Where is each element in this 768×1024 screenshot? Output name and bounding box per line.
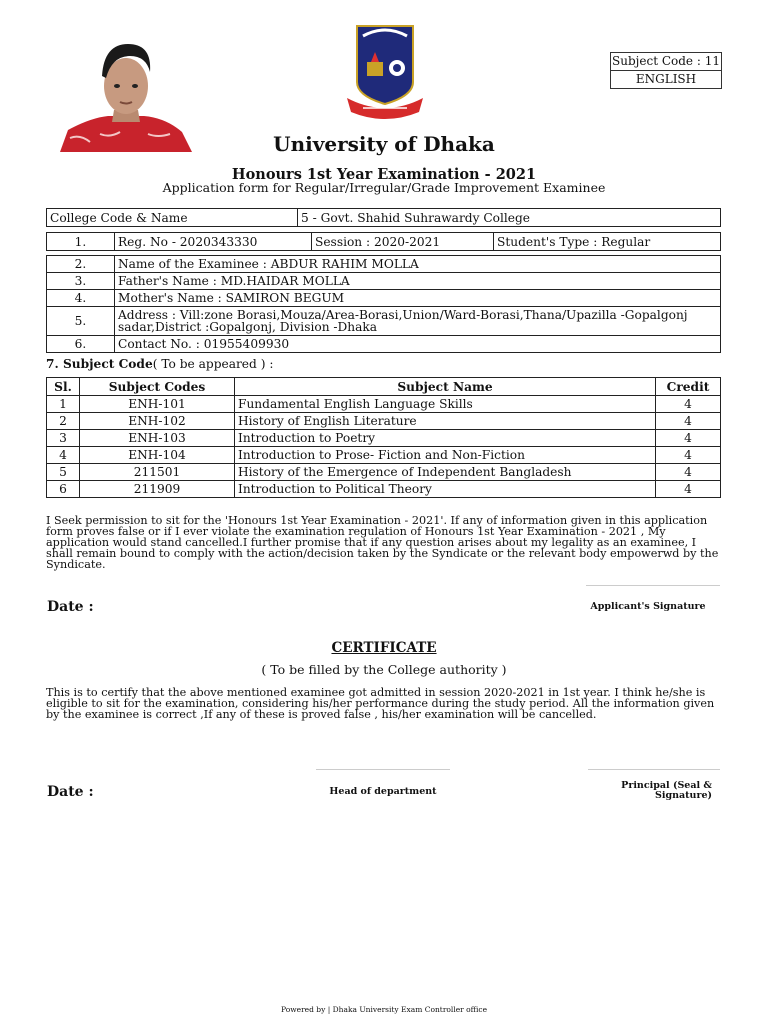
applicant-signature-label: Applicant's Signature xyxy=(590,601,706,612)
subject-code-cell: ENH-103 xyxy=(80,430,235,447)
mother-name: Mother's Name : SAMIRON BEGUM xyxy=(115,290,721,307)
info-row xyxy=(47,256,721,273)
subject-name: ENGLISH xyxy=(635,72,697,86)
table-row xyxy=(47,481,721,498)
info-row xyxy=(47,336,721,353)
table-row xyxy=(47,464,721,481)
subject-code-cell: ENH-104 xyxy=(80,447,235,464)
row-number: 4. xyxy=(47,290,115,307)
info-row xyxy=(47,290,721,307)
declaration-text: I Seek permission to sit for the 'Honours 1st Year Examination - 2021'. If any of information given in this application form proves false or if I ever violate the examination regulation of Honours 1st Year Examination - 2021 , My application would stand cancelled.I further promise that if any question arises about my legality as an examinee, I shall remain bound to comply with the action/decision taken by the Syndicate or the relevant body empowerwd by the Syndicate. xyxy=(46,514,719,571)
university-title: University of Dhaka xyxy=(273,132,495,156)
session: Session : 2020-2021 xyxy=(312,233,494,251)
subject-credit: 4 xyxy=(656,481,721,498)
subject-credit: 4 xyxy=(656,430,721,447)
col-name: Subject Name xyxy=(235,378,656,396)
subject-sl: 5 xyxy=(47,464,80,481)
subject-credit: 4 xyxy=(656,396,721,413)
certificate-text: This is to certify that the above mentioned examinee got admitted in session 2020-2021 in 1st year. I think he/she is eligible to sit for the examination, considering his/her performance during the study period. All the information given by the examinee is correct ,If any of these is proved false , his/her examination will be cancelled. xyxy=(46,686,715,721)
subjects-table xyxy=(46,377,721,498)
date-label: Date : xyxy=(47,599,94,615)
college-label: College Code & Name xyxy=(47,209,298,227)
head-of-department-label: Head of department xyxy=(329,786,437,797)
applicant-signature-line xyxy=(586,585,720,586)
head-signature-line xyxy=(316,769,450,770)
certificate-subtitle: ( To be filled by the College authority ) xyxy=(261,662,507,677)
examinee-name: Name of the Examinee : ABDUR RAHIM MOLLA xyxy=(115,256,721,273)
table-row xyxy=(47,396,721,413)
college-value: 5 - Govt. Shahid Suhrawardy College xyxy=(298,209,721,227)
subject-code-cell: ENH-101 xyxy=(80,396,235,413)
subject-sl: 3 xyxy=(47,430,80,447)
subject-name-cell: Fundamental English Language Skills xyxy=(235,396,656,413)
subject-code-cell: ENH-102 xyxy=(80,413,235,430)
subject-section-title-bold: 7. Subject Code xyxy=(46,357,153,371)
father-name: Father's Name : MD.HAIDAR MOLLA xyxy=(115,273,721,290)
subject-name-cell: History of the Emergence of Independent Bangladesh xyxy=(235,464,656,481)
info-row xyxy=(47,273,721,290)
row-number: 3. xyxy=(47,273,115,290)
info-row xyxy=(47,307,721,336)
table-row xyxy=(47,447,721,464)
registration-table xyxy=(46,232,721,251)
contact-no: Contact No. : 01955409930 xyxy=(115,336,721,353)
table-row xyxy=(47,413,721,430)
subject-credit: 4 xyxy=(656,413,721,430)
row-number: 1. xyxy=(47,233,115,251)
principal-label: Principal (Seal & Signature) xyxy=(621,780,712,801)
footer-credit: Powered by | Dhaka University Exam Controller office xyxy=(280,1005,488,1014)
college-table xyxy=(46,208,721,227)
form-subtitle: Application form for Regular/Irregular/Grade Improvement Examinee xyxy=(162,180,606,195)
subject-credit: 4 xyxy=(656,464,721,481)
subject-sl: 4 xyxy=(47,447,80,464)
col-credit: Credit xyxy=(656,378,721,396)
subject-code-cell: 211909 xyxy=(80,481,235,498)
subject-sl: 1 xyxy=(47,396,80,413)
principal-signature-line xyxy=(588,769,720,770)
subject-section-title xyxy=(46,357,273,371)
row-number: 5. xyxy=(47,307,115,336)
subject-code: Subject Code : 11 xyxy=(611,53,721,71)
subject-credit: 4 xyxy=(656,447,721,464)
examinee-info-table xyxy=(46,255,721,353)
date-label-2: Date : xyxy=(47,784,94,800)
student-type: Student's Type : Regular xyxy=(494,233,721,251)
subject-section-title-rest: ( To be appeared ) : xyxy=(152,357,274,371)
table-row xyxy=(47,430,721,447)
address: Address : Vill:zone Borasi,Mouza/Area-Borasi,Union/Ward-Borasi,Thana/Upazilla -Gopalgonj sadar,District :Gopalgonj, Division -Dhaka xyxy=(115,307,721,336)
subject-code-box xyxy=(610,52,722,89)
subject-name-cell: Introduction to Prose- Fiction and Non-Fiction xyxy=(235,447,656,464)
university-logo xyxy=(345,22,425,120)
subject-name-cell: Introduction to Political Theory xyxy=(235,481,656,498)
subject-name-cell: History of English Literature xyxy=(235,413,656,430)
subject-name-cell: Introduction to Poetry xyxy=(235,430,656,447)
row-number: 2. xyxy=(47,256,115,273)
reg-no: Reg. No - 2020343330 xyxy=(115,233,312,251)
subject-sl: 2 xyxy=(47,413,80,430)
table-header-row xyxy=(47,378,721,396)
row-number: 6. xyxy=(47,336,115,353)
col-code: Subject Codes xyxy=(80,378,235,396)
certificate-title: CERTIFICATE xyxy=(331,640,437,656)
exam-title: Honours 1st Year Examination - 2021 xyxy=(231,166,537,183)
col-sl: Sl. xyxy=(47,378,80,396)
subject-sl: 6 xyxy=(47,481,80,498)
subject-code-cell: 211501 xyxy=(80,464,235,481)
